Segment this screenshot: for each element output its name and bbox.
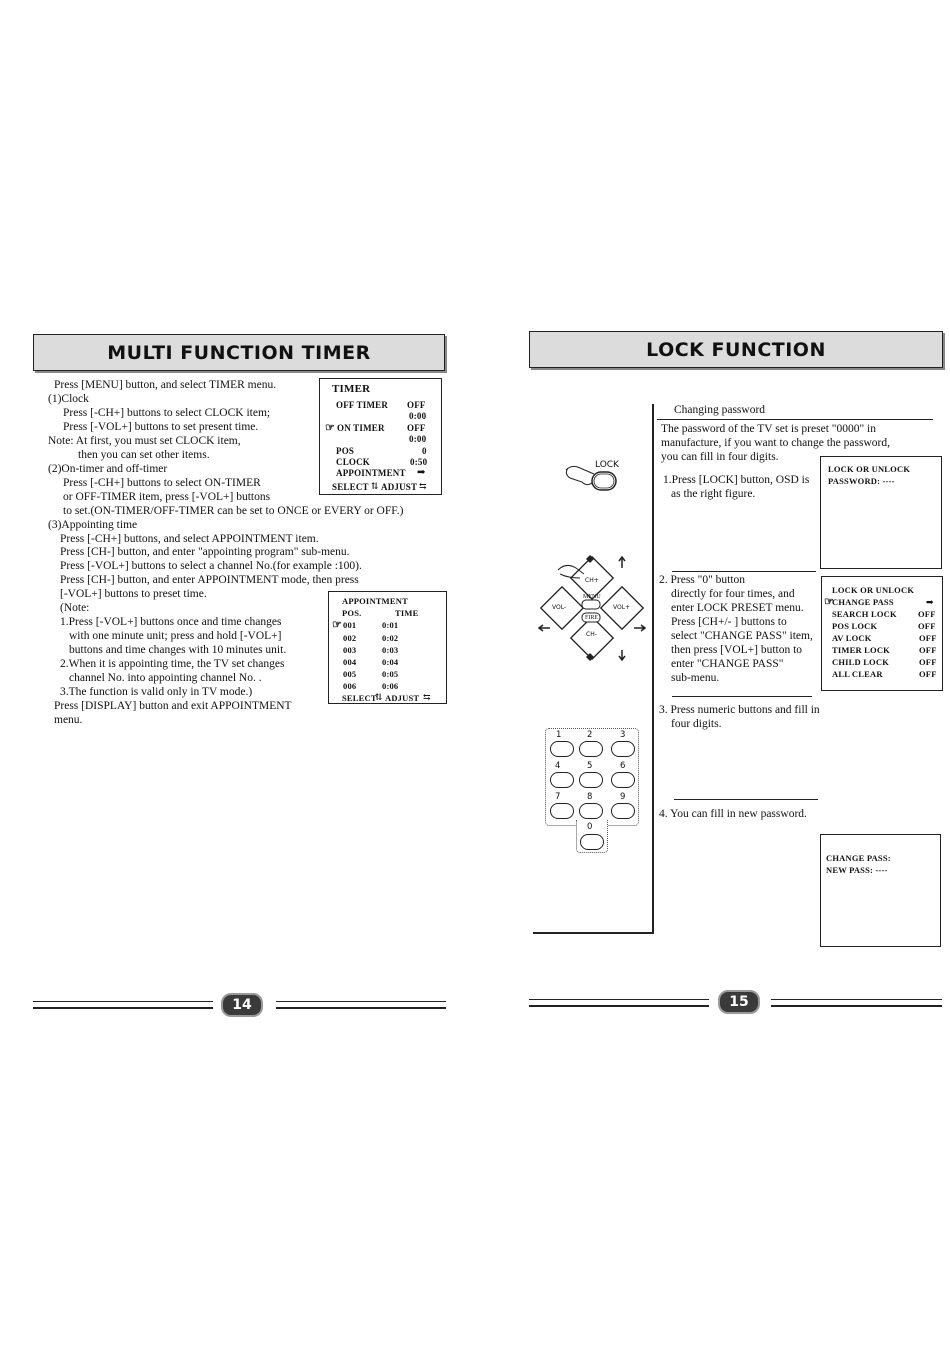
section-underline bbox=[657, 419, 933, 420]
key-label: 6 bbox=[620, 761, 626, 771]
key-label: 8 bbox=[587, 792, 593, 802]
appt-pos: 002 bbox=[343, 633, 357, 643]
text-line: Press [CH-] button, and enter "appointing program" sub-menu. bbox=[60, 546, 350, 558]
step1-line: as the right figure. bbox=[671, 488, 756, 500]
step2-line: sub-menu. bbox=[671, 672, 720, 684]
page-number: 14 bbox=[221, 993, 263, 1017]
appt-pos: 003 bbox=[343, 645, 357, 655]
divider-bottom bbox=[533, 932, 654, 934]
lock-button-label: LOCK bbox=[595, 460, 619, 470]
appt-pos: 006 bbox=[343, 681, 357, 691]
divider-vertical bbox=[652, 404, 654, 934]
text-line: Press [DISPLAY] button and exit APPOINTMENT bbox=[54, 700, 292, 712]
key-7 bbox=[550, 803, 574, 819]
text-line: channel No. into appointing channel No. . bbox=[69, 672, 262, 684]
left-page-title: MULTI FUNCTION TIMER bbox=[33, 334, 445, 371]
on-timer-time: 0:00 bbox=[409, 434, 427, 444]
key-label: 1 bbox=[556, 730, 562, 740]
osd-value: OFF bbox=[919, 633, 937, 643]
osd-item: AV LOCK bbox=[832, 633, 872, 643]
appointment-label: APPOINTMENT bbox=[336, 468, 406, 478]
step3-line: four digits. bbox=[671, 718, 722, 730]
step2-line: Press [CH+/- ] buttons to bbox=[671, 616, 787, 628]
vol-plus-label: VOL+ bbox=[613, 604, 631, 611]
clock-label: CLOCK bbox=[336, 457, 371, 467]
pos-value: 0 bbox=[422, 446, 427, 456]
osd-value: OFF bbox=[918, 621, 936, 631]
section-title: Changing password bbox=[674, 404, 766, 416]
key-4 bbox=[550, 772, 574, 788]
key-6 bbox=[611, 772, 635, 788]
arrow-right-icon: ➡ bbox=[417, 467, 426, 478]
osd-line: LOCK OR UNLOCK bbox=[828, 464, 911, 474]
key-label: 3 bbox=[620, 730, 626, 740]
hand-pointer-icon: ☞ bbox=[325, 422, 336, 434]
osd-footer-adjust: ADJUST bbox=[381, 482, 418, 492]
timer-osd-title: TIMER bbox=[332, 383, 371, 395]
step2-line: select "CHANGE PASS" item, bbox=[671, 630, 813, 642]
menu-label: MENU bbox=[583, 594, 601, 600]
ch-minus-label: CH- bbox=[586, 631, 597, 638]
key-0 bbox=[580, 834, 604, 850]
clock-value: 0:50 bbox=[410, 457, 428, 467]
appt-pos: 001 bbox=[343, 620, 357, 630]
up-down-arrows-icon: ⇅ bbox=[375, 692, 383, 702]
appt-time: 0:01 bbox=[382, 620, 399, 630]
on-timer-value: OFF bbox=[407, 423, 426, 433]
key-label: 2 bbox=[587, 730, 593, 740]
text-line: menu. bbox=[54, 714, 83, 726]
key-label: 9 bbox=[620, 792, 626, 802]
step4-line: 4. You can fill in new password. bbox=[659, 808, 807, 820]
off-timer-label: OFF TIMER bbox=[336, 400, 389, 410]
osd-item: ALL CLEAR bbox=[832, 669, 883, 679]
osd-item: CHANGE PASS bbox=[832, 597, 894, 607]
step2-line: enter "CHANGE PASS" bbox=[671, 658, 784, 670]
osd-footer-select: SELECT bbox=[332, 482, 369, 492]
text-line: Press [-VOL+] buttons to set present time. bbox=[63, 421, 259, 433]
key-9 bbox=[611, 803, 635, 819]
fire-label: FIRE bbox=[585, 615, 599, 621]
key-label: 5 bbox=[587, 761, 593, 771]
text-line: Press [-CH+] buttons, and select APPOINTMENT item. bbox=[60, 533, 319, 545]
up-down-arrows-icon: ⇅ bbox=[371, 481, 379, 491]
lock-osd-password bbox=[820, 456, 942, 569]
text-line: Press [MENU] button, and select TIMER menu. bbox=[54, 379, 277, 391]
key-label: 7 bbox=[555, 792, 561, 802]
appt-time: 0:05 bbox=[382, 669, 399, 679]
text-line: or OFF-TIMER item, press [-VOL+] buttons bbox=[63, 491, 271, 503]
left-right-arrows-icon: ⇆ bbox=[419, 481, 427, 491]
key-2 bbox=[579, 741, 603, 757]
text-line: Press [-VOL+] buttons to select a channel No.(for example :100). bbox=[60, 560, 362, 572]
pos-label: POS bbox=[336, 446, 355, 456]
osd-value: OFF bbox=[919, 645, 937, 655]
text-line: (3)Appointing time bbox=[48, 519, 138, 531]
text-line: Note: At first, you must set CLOCK item, bbox=[48, 435, 241, 447]
step1-line: 1.Press [LOCK] button, OSD is bbox=[663, 474, 810, 486]
left-right-arrows-icon: ⇆ bbox=[423, 692, 431, 702]
appt-time: 0:06 bbox=[382, 681, 399, 691]
appt-pos: 005 bbox=[343, 669, 357, 679]
step2-line: directly for four times, and bbox=[671, 588, 795, 600]
step2-line: enter LOCK PRESET menu. bbox=[671, 602, 804, 614]
osd-line: NEW PASS: ---- bbox=[826, 865, 888, 875]
text-line: [-VOL+] buttons to preset time. bbox=[60, 588, 207, 600]
osd-line: PASSWORD: ---- bbox=[828, 476, 895, 486]
text-line: with one minute unit; press and hold [-VOL+] bbox=[69, 630, 282, 642]
osd-value: OFF bbox=[919, 669, 937, 679]
osd-item: CHILD LOCK bbox=[832, 657, 890, 667]
intro-line: The password of the TV set is preset "0000" in bbox=[661, 423, 876, 435]
osd-item: SEARCH LOCK bbox=[832, 609, 897, 619]
off-timer-time: 0:00 bbox=[409, 411, 427, 421]
text-line: (1)Clock bbox=[48, 393, 89, 405]
osd-title: LOCK OR UNLOCK bbox=[832, 585, 915, 595]
osd-item: POS LOCK bbox=[832, 621, 878, 631]
timer-osd bbox=[319, 378, 442, 495]
osd-footer-adjust: ADJUST bbox=[385, 693, 420, 703]
step2-line: then press [VOL+] button to bbox=[671, 644, 803, 656]
col-pos-header: POS. bbox=[342, 608, 362, 618]
ch-plus-label: CH+ bbox=[585, 577, 599, 584]
text-line: (2)On-timer and off-timer bbox=[48, 463, 168, 475]
appt-pos: 004 bbox=[343, 657, 357, 667]
appt-time: 0:04 bbox=[382, 657, 399, 667]
osd-footer-select: SELECT bbox=[342, 693, 377, 703]
text-line: Press [-CH+] buttons to select CLOCK item; bbox=[63, 407, 271, 419]
appointment-osd bbox=[328, 591, 447, 704]
key-label: 0 bbox=[587, 822, 593, 832]
col-time-header: TIME bbox=[395, 608, 419, 618]
hand-pointer-icon: ☞ bbox=[332, 619, 343, 631]
osd-value: OFF bbox=[918, 609, 936, 619]
osd-line: CHANGE PASS: bbox=[826, 853, 891, 863]
text-line: Press [CH-] button, and enter APPOINTMENT mode, then press bbox=[60, 574, 359, 586]
step3-line: 3. Press numeric buttons and fill in bbox=[659, 704, 820, 716]
hand-pointer-icon: ☞ bbox=[824, 596, 835, 608]
on-timer-label: ON TIMER bbox=[337, 423, 385, 433]
text-line: to set.(ON-TIMER/OFF-TIMER can be set to ONCE or EVERY or OFF.) bbox=[63, 505, 404, 517]
key-label: 4 bbox=[555, 761, 561, 771]
step2-line: 2. Press "0" button bbox=[659, 574, 746, 586]
text-line: 3.The function is valid only in TV mode.) bbox=[60, 686, 253, 698]
right-page-title: LOCK FUNCTION bbox=[529, 331, 943, 368]
text-line: then you can set other items. bbox=[78, 449, 210, 461]
intro-line: manufacture, if you want to change the password, bbox=[661, 437, 890, 449]
osd-item: TIMER LOCK bbox=[832, 645, 890, 655]
appointment-osd-title: APPOINTMENT bbox=[342, 596, 408, 606]
page-number: 15 bbox=[718, 990, 760, 1014]
text-line: 1.Press [-VOL+] buttons once and time changes bbox=[60, 616, 282, 628]
key-1 bbox=[550, 741, 574, 757]
text-line: Press [-CH+] buttons to select ON-TIMER bbox=[63, 477, 261, 489]
text-line: 2.When it is appointing time, the TV set changes bbox=[60, 658, 285, 670]
text-line: buttons and time changes with 10 minutes unit. bbox=[69, 644, 287, 656]
key-8 bbox=[579, 803, 603, 819]
off-timer-value: OFF bbox=[407, 400, 426, 410]
vol-minus-label: VOL- bbox=[552, 604, 567, 611]
change-pass-osd bbox=[820, 834, 941, 947]
text-line: (Note: bbox=[60, 602, 90, 614]
key-5 bbox=[579, 772, 603, 788]
appt-time: 0:03 bbox=[382, 645, 399, 655]
appt-time: 0:02 bbox=[382, 633, 399, 643]
lock-preset-osd bbox=[821, 576, 943, 691]
arrow-right-icon: ➡ bbox=[926, 597, 934, 607]
key-3 bbox=[611, 741, 635, 757]
osd-value: OFF bbox=[919, 657, 937, 667]
intro-line: you can fill in four digits. bbox=[661, 451, 779, 463]
